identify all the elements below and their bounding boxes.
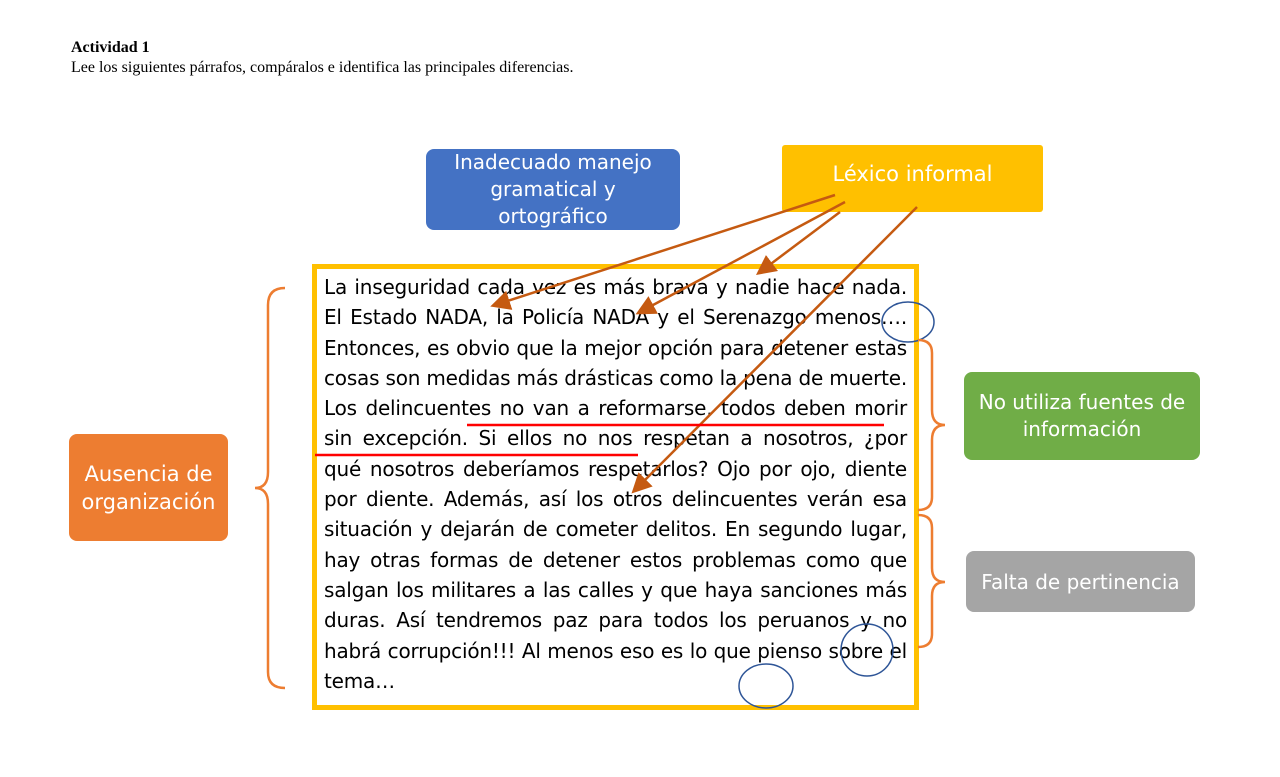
organizacion-label-box <box>69 434 228 541</box>
activity-heading <box>71 38 573 78</box>
sample-paragraph: La inseguridad cada vez es más brava y nadie hace nada. El Estado NADA, la Policía NADA y el Serenazgo menos…. Entonces, es obvio que la mejor opción para detener estas cosas son medidas más drásticas como la pena de muerte. Los delincuentes no van a reformarse, todos deben morir sin excepción. Si ellos no nos respetan a nosotros, ¿por qué nosotros deberíamos respetarlos? Ojo por ojo, diente por diente. Además, así los otros delincuentes verán esa situación y dejarán de cometer delitos. En segundo lugar, hay otras formas de detener estos problemas como que salgan los militares a las calles y que haya sanciones más duras. Así tendremos paz para todos los peruanos y no habrá corrupción!!! Al menos eso es lo que pienso sobre el tema… <box>324 275 907 693</box>
fuentes-label-box <box>964 372 1200 460</box>
grammar-label-box <box>426 149 680 230</box>
lexico-label-box <box>782 145 1043 212</box>
organizacion-label: Ausencia de organización <box>81 461 216 514</box>
grammar-label: Inadecuado manejo gramatical y ortográfico <box>454 150 652 228</box>
fuentes-label: No utiliza fuentes de información <box>978 390 1186 441</box>
pertinencia-label: Falta de pertinencia <box>981 569 1180 594</box>
pertinencia-label-box <box>966 551 1195 612</box>
brace-fuentes <box>918 340 945 510</box>
lexico-label: Léxico informal <box>832 161 993 186</box>
arrow-to-hace-nada <box>760 212 840 272</box>
activity-instruction: Lee los siguientes párrafos, compáralos e identifica las principales diferencias. <box>71 59 574 76</box>
activity-title: Actividad 1 <box>71 39 150 56</box>
brace-pertinencia <box>918 515 945 647</box>
brace-organizacion <box>255 288 285 688</box>
